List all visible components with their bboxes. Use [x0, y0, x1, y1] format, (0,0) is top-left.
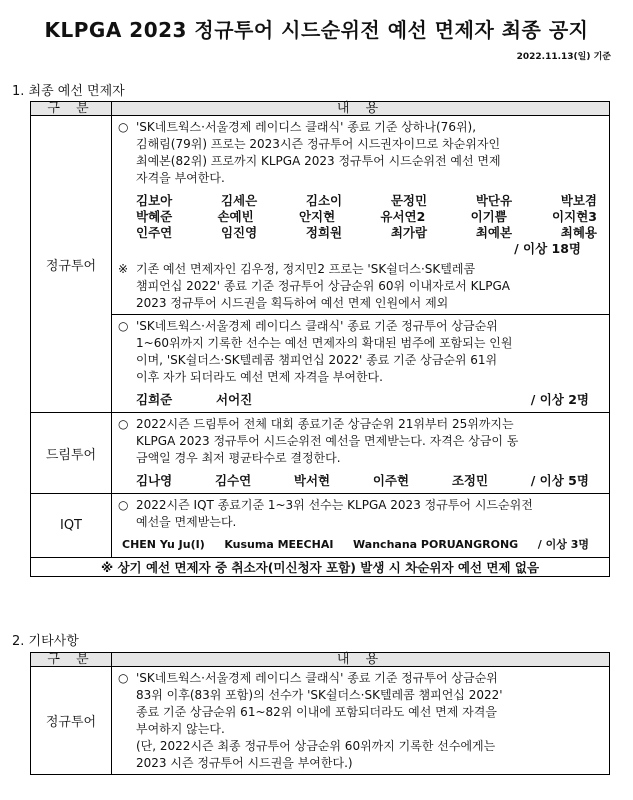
- player-name: 임진영: [220, 225, 258, 240]
- regular-names-list: [112, 189, 609, 259]
- regular-tour-content: [112, 116, 610, 413]
- circle-bullet-icon: ○: [118, 319, 129, 333]
- dream-paragraph: [112, 413, 609, 469]
- player-name: 김나영: [136, 473, 173, 488]
- col-header-content: 내 용: [112, 653, 610, 667]
- player-name: 손예빈: [217, 209, 254, 224]
- player-name: 정희원: [305, 225, 343, 240]
- circle-bullet-icon: ○: [118, 120, 129, 134]
- category-regular-tour: [31, 667, 112, 775]
- circle-bullet-icon: ○: [118, 671, 129, 685]
- player-name: 박혜준: [136, 209, 173, 224]
- regular-count-1: / 이상 18명: [514, 241, 581, 256]
- category-label: 정규투어: [45, 715, 97, 730]
- text-line: 금액일 경우 최저 평균타수로 결정한다.: [136, 451, 341, 465]
- text-line: 최예본(82위) 프로까지 KLPGA 2023 정규투어 시드순위전 예선 면제: [136, 154, 501, 168]
- names-row: [136, 209, 601, 225]
- names-row: [136, 225, 601, 241]
- other-matters-table: [30, 652, 610, 775]
- player-name: 이지현3: [552, 209, 597, 224]
- category-label: 정규투어: [45, 258, 97, 274]
- player-name: 박서현: [293, 473, 331, 488]
- category-regular-tour: [31, 116, 112, 413]
- regular-note: [112, 259, 609, 314]
- player-name: 김세은: [220, 193, 258, 208]
- text-line: 기존 예선 면제자인 김우정, 정지민2 프로는 'SK쉴더스·SK텔레콤: [136, 262, 476, 276]
- text-line: 챔피언십 2022' 종료 기준 정규투어 상금순위 60위 이내자로서 KLPGA: [136, 279, 510, 293]
- player-name: Kusuma MEECHAI: [224, 538, 334, 551]
- regular-paragraph-1: [112, 116, 609, 189]
- text-line: 'SK네트웍스·서울경제 레이디스 클래식' 종료 기준 정규투어 상금순위: [136, 671, 498, 685]
- text-line: 2022시즌 IQT 종료기준 1~3위 선수는 KLPGA 2023 정규투어 시드순위전: [136, 498, 533, 512]
- text-line: KLPGA 2023 정규투어 시드순위전 예선을 면제받는다. 자격은 상금이 동: [136, 434, 519, 448]
- player-name: 서어진: [216, 392, 253, 407]
- player-name: 김보아: [136, 193, 173, 208]
- text-line: 종료 기준 상금순위 61~82위 이내에 포함되더라도 예선 면제 자격을: [136, 705, 497, 719]
- text-line: 예선을 면제받는다.: [136, 515, 237, 529]
- player-name: 유서연2: [380, 209, 426, 224]
- text-line: (단, 2022시즌 최종 정규투어 상금순위 60위까지 기록한 선수에게는: [136, 739, 496, 753]
- iqt-paragraph: [112, 494, 609, 533]
- iqt-content: [112, 494, 610, 558]
- player-name: 김소이: [305, 193, 343, 208]
- player-name: 최혜용: [560, 225, 597, 240]
- iqt-count: / 이상 3명: [537, 538, 589, 551]
- section-2-heading: 2. 기타사항: [12, 634, 79, 649]
- text-line: 83위 이후(83위 포함)의 선수가 'SK쉴더스·SK텔레콤 챔피언십 2022': [136, 688, 503, 702]
- col-header-category: 구 분: [31, 102, 112, 116]
- regular-names-list-2: [112, 388, 609, 412]
- player-name: 인주연: [136, 225, 173, 240]
- col-header-category: 구 분: [31, 653, 112, 667]
- player-name: 조정민: [451, 473, 489, 488]
- category-dream-tour: [31, 413, 112, 494]
- text-line: 'SK네트웍스·서울경제 레이디스 클래식' 종료 기준 정규투어 상금순위: [136, 319, 498, 333]
- regular-paragraph-2: [112, 315, 609, 388]
- dream-count: / 이상 5명: [530, 473, 589, 488]
- other-regular-paragraph: [112, 667, 609, 774]
- player-name: 안지현: [298, 209, 336, 224]
- player-name: 문정민: [390, 193, 428, 208]
- player-name: 김희준: [136, 392, 173, 407]
- regular-count-2: / 이상 2명: [530, 392, 589, 407]
- dream-names-list: [112, 469, 609, 493]
- player-name: 이기쁨: [470, 209, 507, 224]
- category-label: IQT: [59, 518, 82, 533]
- iqt-names-list: [112, 533, 609, 557]
- text-line: 김해림(79위) 프로는 2023시즌 정규투어 시드권자이므로 차순위자인: [136, 137, 501, 151]
- text-line: 자격을 부여한다.: [136, 171, 225, 185]
- player-name: 최예본: [475, 225, 513, 240]
- text-line: 2023 시즌 정규투어 시드권을 부여한다.): [136, 756, 353, 770]
- text-line: 'SK네트웍스·서울경제 레이디스 클래식' 종료 기준 상하나(76위),: [136, 120, 477, 134]
- circle-bullet-icon: ○: [118, 417, 129, 431]
- names-row: [136, 193, 601, 209]
- player-name: Wanchana PORUANGRONG: [353, 538, 519, 551]
- player-name: 박단유: [475, 193, 513, 208]
- dream-tour-content: [112, 413, 610, 494]
- player-name: 이주현: [372, 473, 410, 488]
- reference-mark-icon: ※: [118, 262, 129, 276]
- exemption-table: [30, 101, 610, 577]
- other-regular-content: [112, 667, 610, 775]
- text-line: 2022시즌 드림투어 전체 대회 종료기준 상금순위 21위부터 25위까지는: [136, 417, 514, 431]
- player-name: 김수연: [214, 473, 252, 488]
- date-basis: 2022.11.13(일) 기준: [516, 52, 611, 62]
- col-header-content: 내 용: [112, 102, 610, 116]
- section-1-heading: 1. 최종 예선 면제자: [12, 84, 125, 99]
- page-title: KLPGA 2023 정규투어 시드순위전 예선 면제자 최종 공지: [44, 18, 589, 42]
- text-line: 부여하지 않는다.: [136, 722, 225, 736]
- category-label: 드림투어: [45, 447, 97, 463]
- circle-bullet-icon: ○: [118, 498, 129, 512]
- text-line: 2023 정규투어 시드권을 획득하여 예선 면제 인원에서 제외: [136, 296, 449, 310]
- text-line: 이며, 'SK쉴더스·SK텔레콤 챔피언십 2022' 종료 기준 상금순위 61위: [136, 353, 498, 367]
- player-name: CHEN Yu Ju(I): [122, 538, 205, 551]
- text-line: 1~60위까지 기록한 선수는 예선 면제자의 확대된 범주에 포함되는 인원: [136, 336, 513, 350]
- player-name: 박보겸: [560, 193, 597, 208]
- cancellation-notice: ※ 상기 예선 면제자 중 취소자(미신청자 포함) 발생 시 차순위자 예선 면제 없음: [31, 558, 610, 577]
- category-iqt: [31, 494, 112, 558]
- player-name: 최가람: [390, 225, 428, 240]
- text-line: 이후 자가 되더라도 예선 면제 자격을 부여한다.: [136, 370, 383, 384]
